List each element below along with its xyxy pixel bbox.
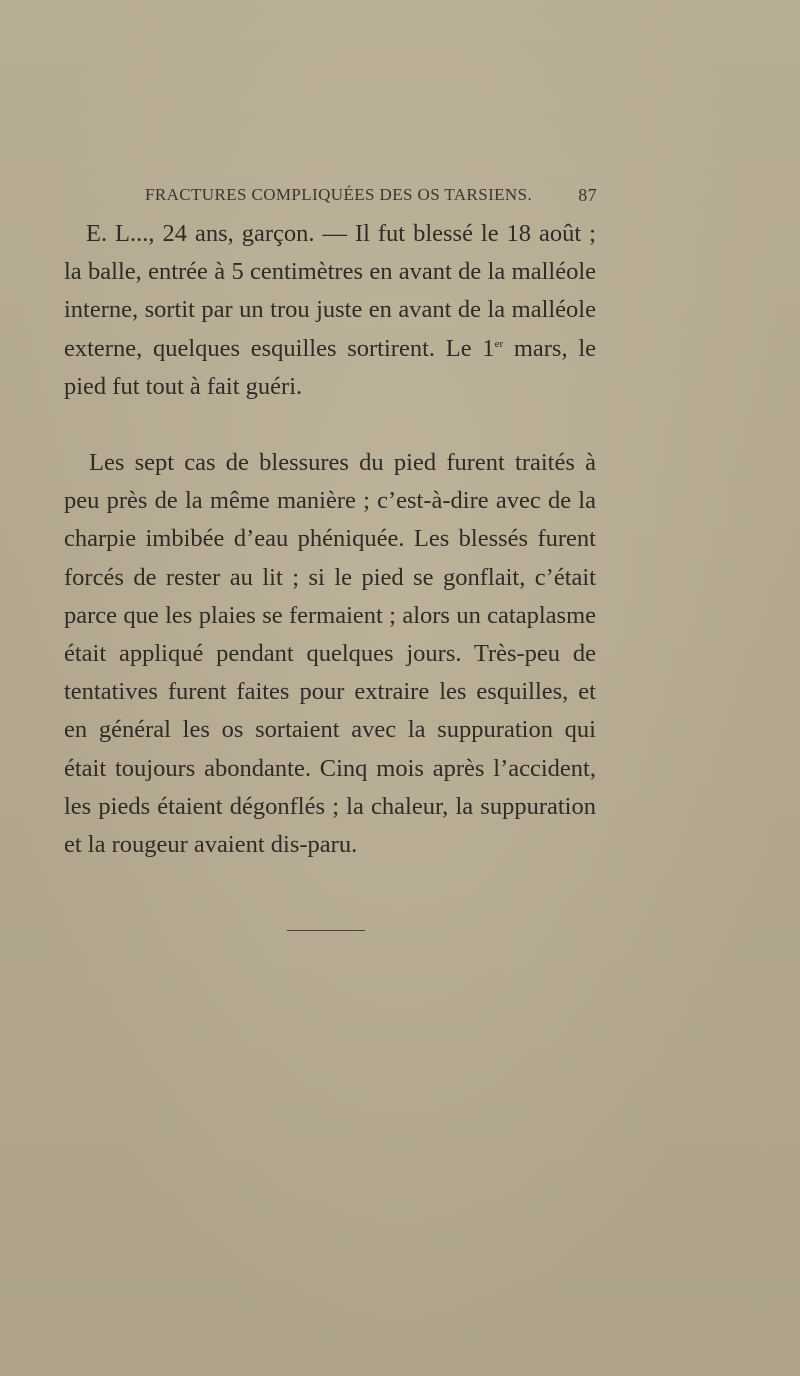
running-head — [145, 185, 597, 209]
running-head-title: FRACTURES COMPLIQUÉES DES OS TARSIENS. — [145, 185, 533, 204]
body-text — [64, 215, 596, 864]
paragraph-treatment-summary: Les sept cas de blessures du pied furent traités à peu près de la même manière ; c’est-à-dire avec de la charpie imbibée d’eau phéniquée. Les blessés furent forcés de rester au lit ; si le pied se gonflait, c’était parce que les plaies se fermaient ; alors un cataplasme était appliqué pendant quelques jours. Très-peu de tentatives furent faites pour extraire les esquilles, et en général les os sortaient avec la suppuration qui était toujours abondante. Cinq mois après l’accident, les pieds étaient dégonflés ; la chaleur, la suppuration et la rougeur avaient dis-paru. — [64, 449, 596, 859]
paragraph-case-report-text-end: mars, le pied fut tout à fait guéri. — [64, 334, 596, 400]
paragraph-case-report — [64, 215, 596, 406]
paragraph-case-report-text: E. L..., 24 ans, garçon. — Il fut blessé le 18 août ; la balle, entrée à 5 centimètres en avant de la malléole interne, sortit par un trou juste en avant de la malléole externe, quelques esquilles sortirent. Le 1 — [64, 220, 596, 362]
ordinal-superscript: er — [494, 337, 504, 350]
page-number: 87 — [578, 185, 597, 205]
section-end-rule — [287, 930, 365, 931]
